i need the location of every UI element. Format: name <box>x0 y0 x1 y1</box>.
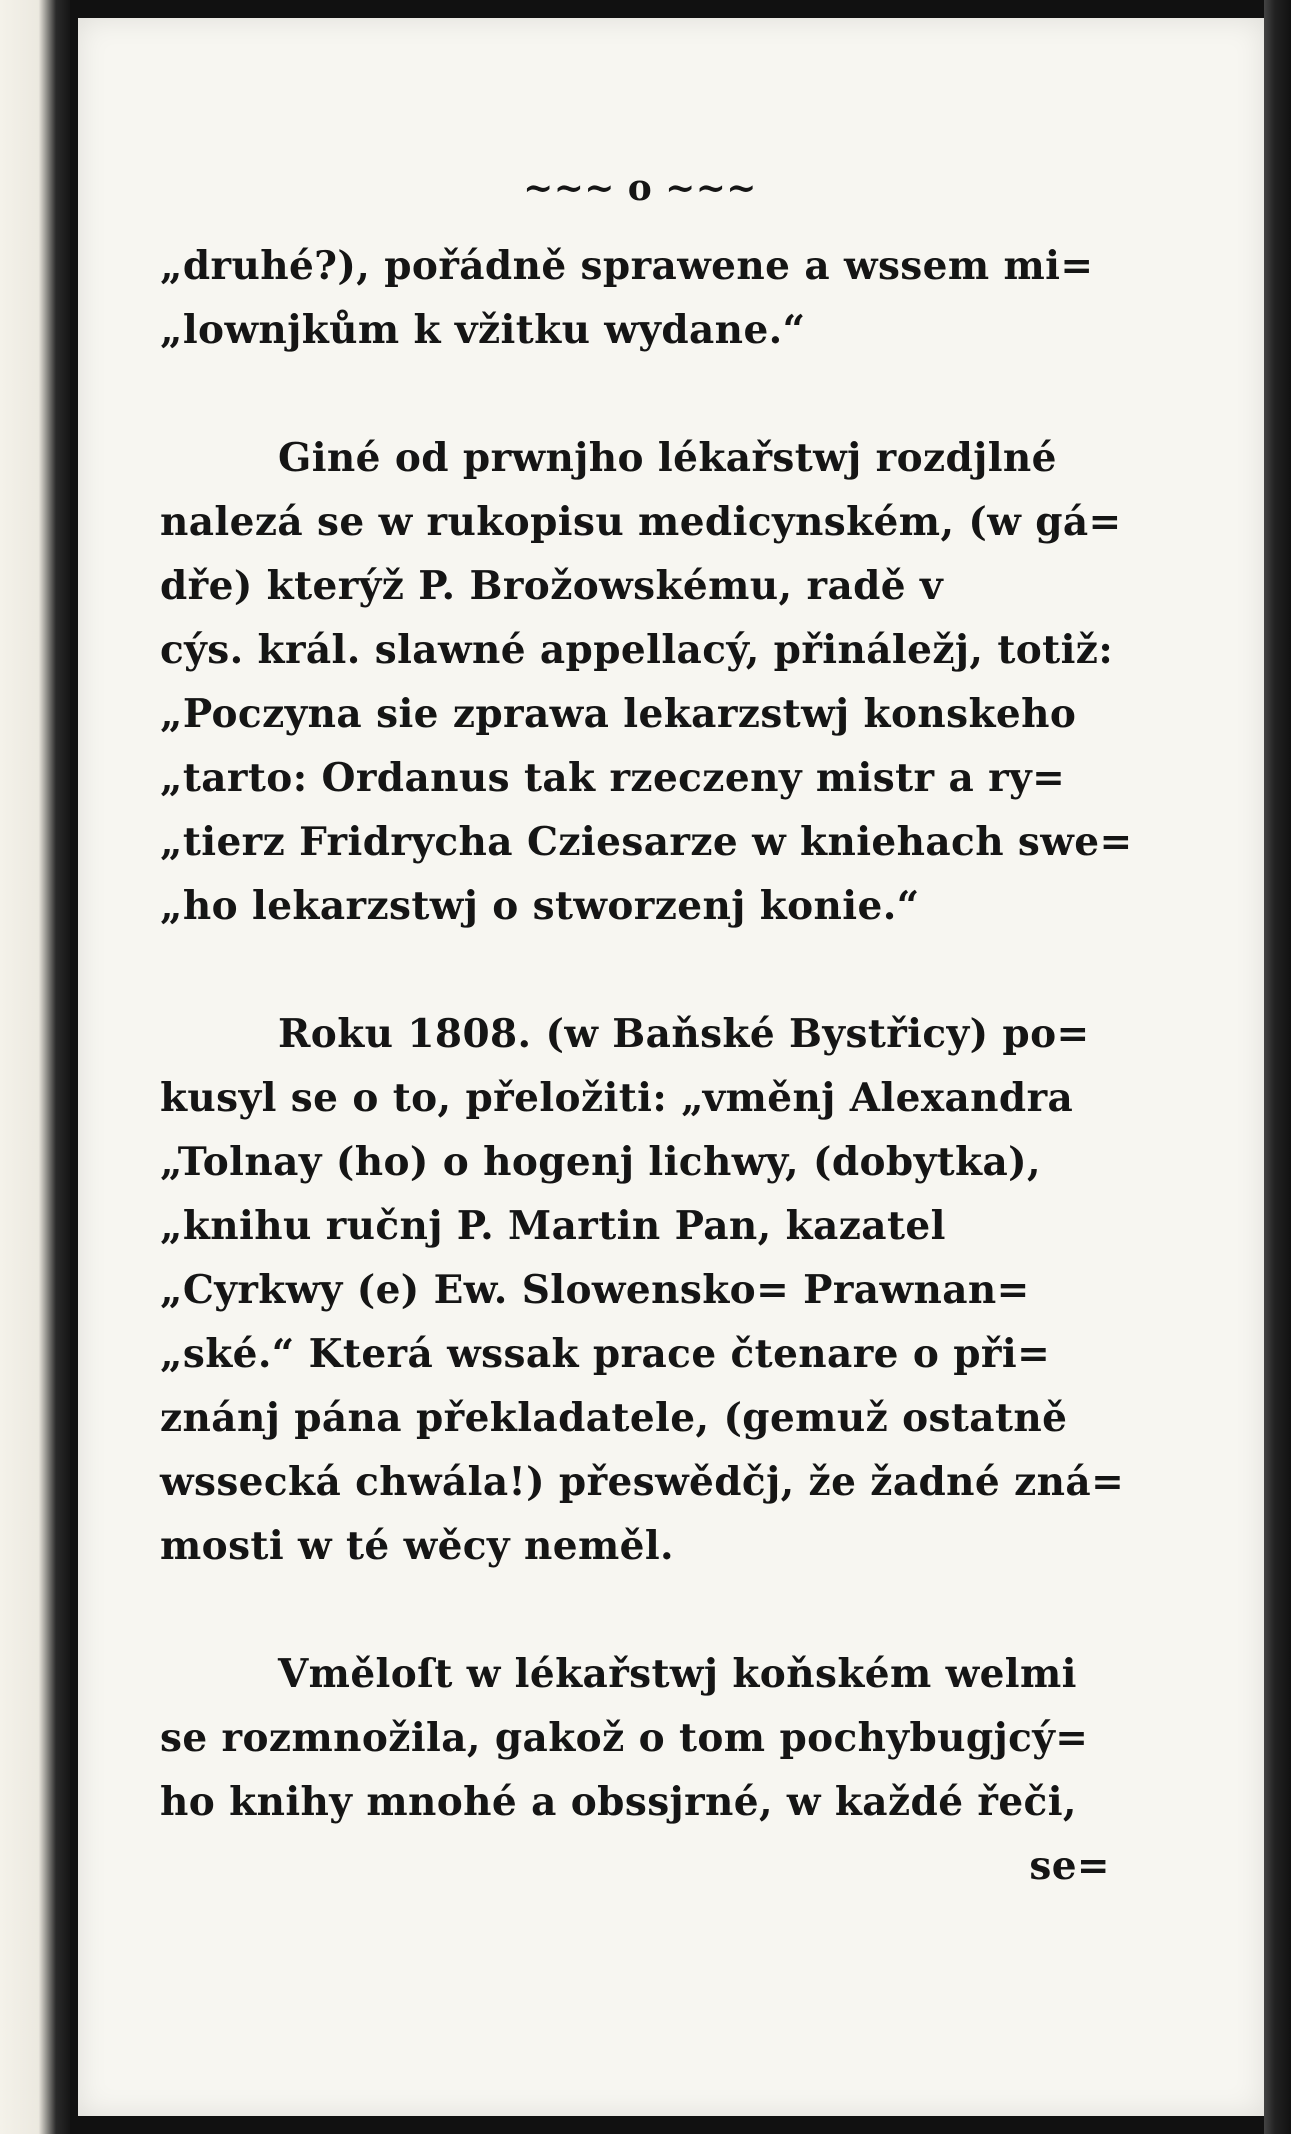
text-line: dře) kterýž P. Brožowskému, radě v <box>160 563 944 609</box>
text-line: wssecká chwála!) přeswědčj, že žadné zná= <box>160 1459 1125 1505</box>
paragraph-2 <box>160 426 1133 938</box>
catchword: se= <box>1029 1843 1110 1889</box>
text-line: „Cyrkwy (e) Ew. Slowensko= Prawnan= <box>160 1267 1030 1313</box>
text-line: ho knihy mnohé a obssjrné, w každé řeči, <box>160 1779 1077 1825</box>
paragraph-3 <box>160 1002 1125 1578</box>
text-line: nalezá se w rukopisu medicynském, (w gá= <box>160 499 1122 545</box>
text-line: „ské.“ Která wssak prace čtenare o při= <box>160 1331 1051 1377</box>
text-line: Roku 1808. (w Baňské Bystřicy) po= <box>278 1011 1090 1057</box>
right-binding-shadow <box>1264 0 1291 2134</box>
text-line: „knihu ručnj P. Martin Pan, kazatel <box>160 1203 946 1249</box>
left-page-edge <box>0 0 70 2134</box>
text-line: Vměloſt w lékařstwj koňském welmi <box>278 1651 1077 1697</box>
paragraph-gap <box>160 362 1120 426</box>
text-line: „lownjkům k vžitku wydane.“ <box>160 307 806 353</box>
paragraph-4 <box>160 1642 1120 1834</box>
text-line: „ho lekarzstwj o stworzenj konie.“ <box>160 883 920 929</box>
page-text <box>160 160 1133 1898</box>
paragraph-1 <box>160 234 1120 362</box>
text-line: „Poczyna sie zprawa lekarzstwj konskeho <box>160 691 1077 737</box>
text-line: se rozmnožila, gakož o tom pochybugjcý= <box>160 1715 1089 1761</box>
text-line: znánj pána překladatele, (gemuž ostatně <box>160 1395 1068 1441</box>
text-line: Giné od prwnjho lékařstwj rozdjlné <box>278 435 1057 481</box>
text-line: „druhé?), pořádně sprawene a wssem mi= <box>160 243 1094 289</box>
text-line: mosti w té wěcy neměl. <box>160 1523 675 1569</box>
text-line: kusyl se o to, přeložiti: „vměnj Alexandra <box>160 1075 1074 1121</box>
paragraph-gap <box>160 1578 1120 1642</box>
paragraph-gap <box>160 938 1120 1002</box>
text-line: „Tolnay (ho) o hogenj lichwy, (dobytka), <box>160 1139 1041 1185</box>
page-header-ornament: ~~~ o ~~~ <box>523 167 757 209</box>
text-line: cýs. král. slawné appellacý, přináležj, totiž: <box>160 627 1114 673</box>
text-line: „tarto: Ordanus tak rzeczeny mistr a ry= <box>160 755 1066 801</box>
text-line: „tierz Fridrycha Cziesarze w kniehach swe= <box>160 819 1133 865</box>
